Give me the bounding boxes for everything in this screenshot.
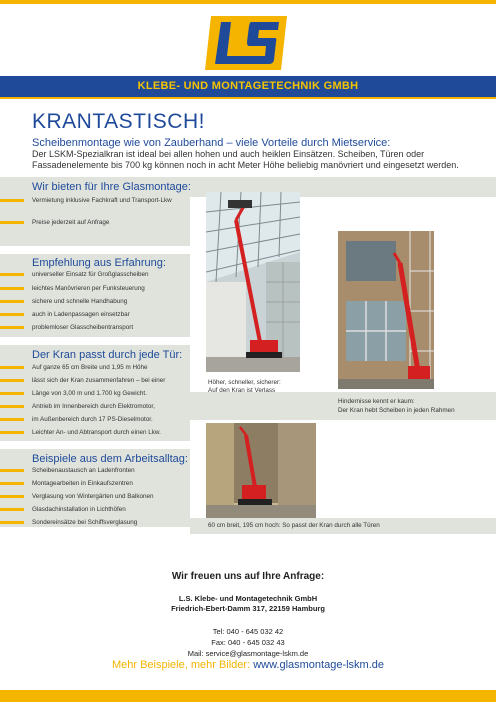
bullet-mark [0,287,24,290]
list-item: Länge von 3,00 m und 1.700 kg Gewicht. [32,390,147,397]
list-item: Leichter An- und Abtransport durch einen Lkw. [32,429,161,436]
bullet-mark [0,431,24,434]
bullet-mark [0,469,24,472]
section-title-crane-fits: Der Kran passt durch jede Tür: [32,349,183,361]
company-logo [203,14,291,72]
caption-panel-bg [190,392,306,420]
company-banner-text: KLEBE- UND MONTAGETECHNIK GMBH [137,80,359,92]
list-item: Sondereinsätze bei Schiffsverglasung [32,519,138,526]
cta-heading: Wir freuen uns auf Ihre Anfrage: [171,571,325,582]
photo-door-crane [206,423,316,518]
photo1-caption-line1: Höher, schneller, sicherer: [208,379,281,386]
subheadline: Scheibenmontage wie von Zauberhand – viele Vorteile durch Mietservice: [32,137,391,149]
section-title-examples: Beispiele aus dem Arbeitsalltag: [32,453,188,465]
bullet-mark [0,221,24,224]
list-item: sichere und schnelle Handhabung [32,298,128,305]
photo1-caption-line2: Auf den Kran ist Verlass [208,387,276,394]
bullet-mark [0,300,24,303]
photo2-caption-line1: Hindernisse kennt er kaum: [338,398,415,405]
section-divider [0,337,190,345]
bullet-mark [0,392,24,395]
section-title-offer: Wir bieten für Ihre Glasmontage: [32,181,191,193]
list-item: lässt sich der Kran zusammenfahren – bei einer [32,377,166,384]
photo3-caption: 60 cm breit, 195 cm hoch: So passt der Kran durch alle Türen [208,522,380,529]
list-item: Vermietung inklusive Fachkraft und Transport-Lkw [32,197,172,204]
section-divider [0,246,190,254]
list-item: Glasdachinstallation in Lichthöfen [32,506,126,513]
intro-text: Der LSKM-Spezialkran ist ideal bei allen hohen und auch heiklen Einsätzen. Scheiben, Türen oder Fassadenelemente bis 700 kg können noch in acht Meter Höhe beliebig manövriert und eingesetzt werden. [32,149,459,170]
fax-number: Fax: 040 - 645 032 43 [211,638,285,647]
bullet-mark [0,366,24,369]
bullet-mark [0,508,24,511]
bullet-mark [0,521,24,524]
bullet-mark [0,405,24,408]
list-item: problemloser Glasscheibentransport [32,324,134,331]
caption-panel-bg-2 [306,392,496,420]
list-item: Antrieb im Innenbereich durch Elektromotor, [32,403,155,410]
bullet-mark [0,418,24,421]
company-address: Friedrich-Ebert-Damm 317, 22159 Hamburg [171,604,325,613]
photo-atrium-crane [206,192,300,372]
photo2-caption-line2: Der Kran hebt Scheiben in jeden Rahmen [338,407,455,414]
list-item: auch in Ladenpassagen einsetzbar [32,311,130,318]
bullet-mark [0,326,24,329]
banner-stripe [0,97,496,99]
more-examples-line [0,659,496,671]
bullet-mark [0,313,24,316]
bullet-mark [0,199,24,202]
phone-number: Tel: 040 - 645 032 42 [212,627,284,636]
more-examples-label: Mehr Beispiele, mehr Bilder: [111,659,251,671]
page-title: KRANTASTISCH! [32,110,205,133]
bullet-mark [0,482,24,485]
bullet-mark [0,495,24,498]
website-link[interactable]: www.glasmontage-lskm.de [253,659,385,671]
bullet-mark [0,273,24,276]
company-name: L.S. Klebe- und Montagetechnik GmbH [178,594,318,603]
photo-facade-crane [338,231,434,389]
section-title-experience: Empfehlung aus Erfahrung: [32,257,166,269]
email-address[interactable]: Mail: service@glasmontage-lskm.de [187,649,309,658]
bottom-accent-bar [0,690,496,702]
list-item: im Außenbereich durch 17 PS-Dieselmotor. [32,416,153,423]
list-item: leichtes Manövrieren per Funksteuerung [32,285,145,292]
section-divider [0,441,190,449]
list-item: universeller Einsatz für Großglasscheiben [32,271,149,278]
top-accent-bar [0,0,496,4]
list-item: Preise jederzeit auf Anfrage [32,219,110,226]
list-item: Montagearbeiten in Einkaufszentren [32,480,133,487]
bullet-mark [0,379,24,382]
list-item: Scheibenaustausch an Ladenfronten [32,467,135,474]
list-item: Verglasung von Wintergärten und Balkonen [32,493,154,500]
list-item: Auf ganze 65 cm Breite und 1,95 m Höhe [32,364,148,371]
